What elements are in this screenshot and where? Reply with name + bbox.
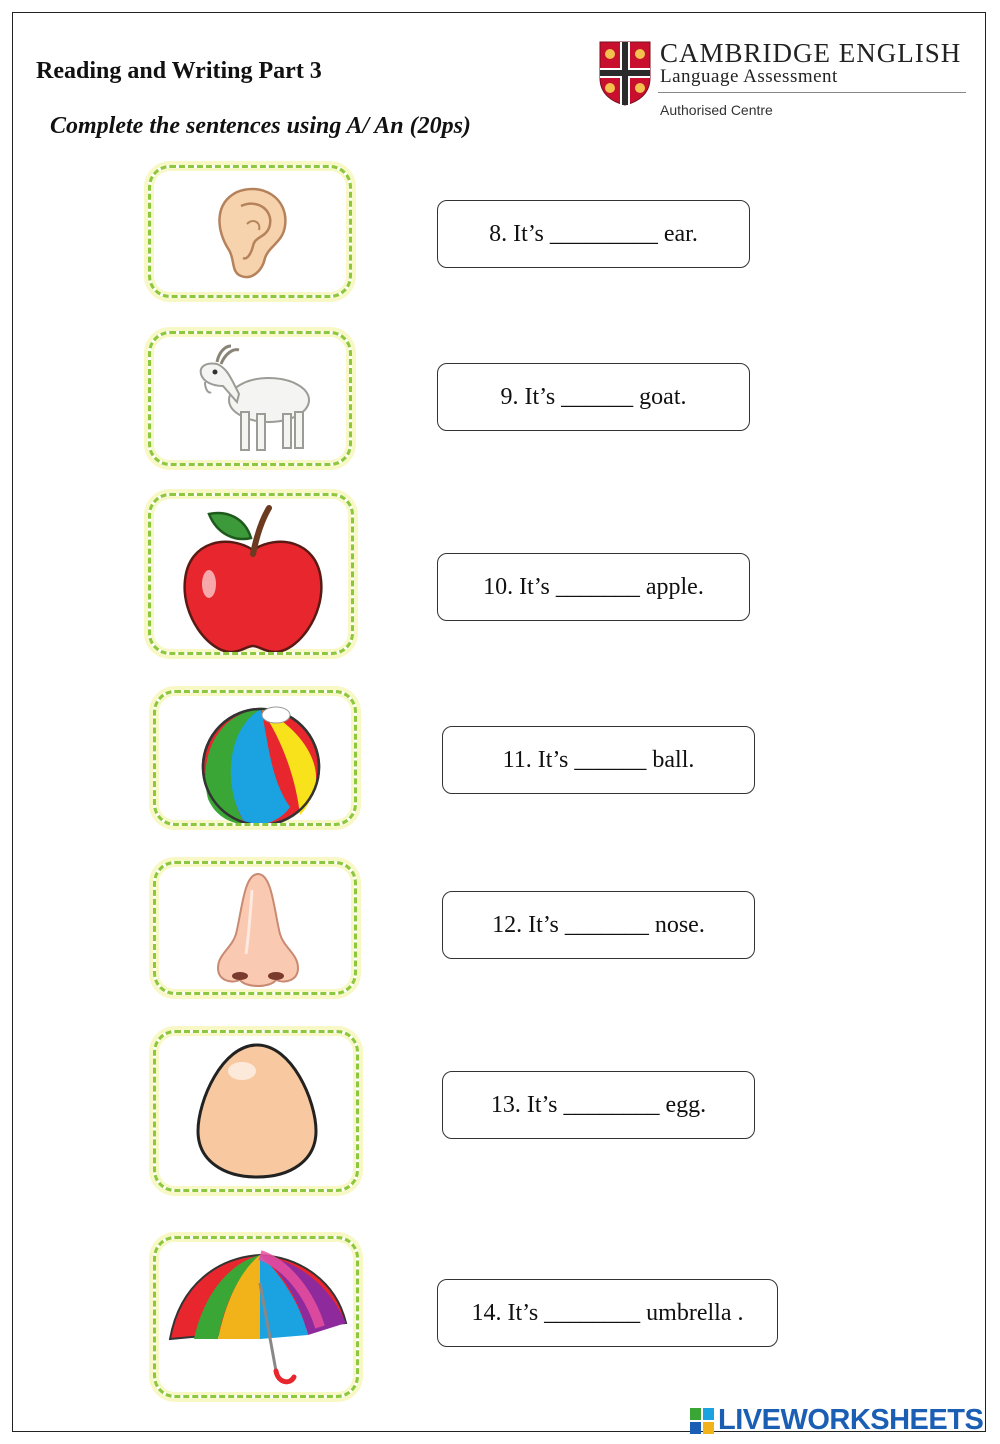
logo-subtitle: Language Assessment: [660, 66, 838, 87]
egg-icon: [192, 1041, 322, 1181]
sentence-13[interactable]: 13. It’s ________ egg.: [442, 1071, 755, 1139]
logo-authorised: Authorised Centre: [660, 102, 773, 118]
sentence-10[interactable]: 10. It’s _______ apple.: [437, 553, 750, 621]
worksheet-title: Reading and Writing Part 3: [36, 58, 322, 84]
cambridge-logo: [598, 38, 968, 123]
sentence-14[interactable]: 14. It’s ________ umbrella .: [437, 1279, 778, 1347]
logo-divider: [658, 92, 966, 93]
picture-card-nose: [153, 861, 357, 995]
sentence-8[interactable]: 8. It’s _________ ear.: [437, 200, 750, 268]
ear-icon: [207, 184, 297, 284]
picture-card-egg: [153, 1030, 359, 1192]
picture-card-goat: [148, 331, 352, 466]
apple-icon: [173, 504, 333, 654]
logo-brand: CAMBRIDGE ENGLISH: [660, 38, 962, 68]
nose-icon: [208, 870, 308, 990]
liveworksheets-brand: LIVEWORKSHEETS: [718, 1404, 984, 1436]
sentence-9[interactable]: 9. It’s ______ goat.: [437, 363, 750, 431]
sentence-12[interactable]: 12. It’s _______ nose.: [442, 891, 755, 959]
sentence-11[interactable]: 11. It’s ______ ball.: [442, 726, 755, 794]
liveworksheets-logo: [690, 1404, 983, 1437]
goat-icon: [187, 342, 327, 462]
picture-card-apple: [148, 493, 354, 655]
liveworksheets-icon: [690, 1408, 714, 1434]
picture-card-umbrella: [153, 1236, 359, 1398]
picture-card-ear: [148, 165, 352, 298]
picture-card-ball: [153, 690, 357, 826]
beach-ball-icon: [186, 699, 336, 826]
shield-icon: [598, 40, 652, 106]
umbrella-icon: [160, 1243, 350, 1393]
instructions: Complete the sentences using A/ An (20ps): [50, 113, 471, 139]
